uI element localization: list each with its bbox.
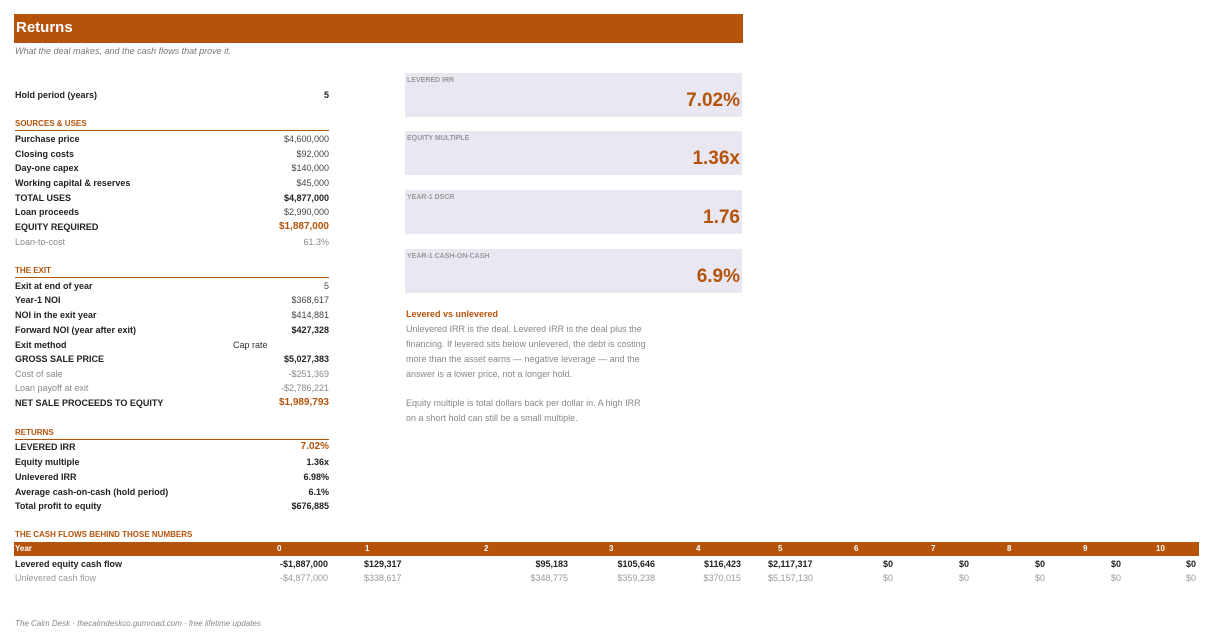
su-value[interactable]: $92,000 bbox=[296, 149, 329, 159]
returns-label: LEVERED IRR bbox=[15, 442, 76, 452]
su-row-day-one-capex bbox=[15, 161, 329, 175]
levered-cashflow-cell: $0 bbox=[1186, 559, 1197, 569]
kpi-label: EQUITY MULTIPLE bbox=[407, 135, 470, 142]
returns-value: 6.98% bbox=[303, 472, 329, 482]
exit-method-select[interactable]: Cap rate bbox=[233, 340, 268, 350]
su-label: Loan-to-cost bbox=[15, 237, 66, 247]
unlevered-cashflow-label: Unlevered cash flow bbox=[15, 573, 97, 583]
cashflows-year-bar bbox=[14, 542, 1199, 556]
levered-cashflow-cell: $0 bbox=[959, 559, 970, 569]
exit-value[interactable]: 5 bbox=[323, 281, 329, 291]
year-label: Year bbox=[15, 544, 32, 553]
su-label: TOTAL USES bbox=[15, 193, 72, 203]
kpi-label: LEVERED IRR bbox=[407, 77, 455, 84]
returns-label: Total profit to equity bbox=[15, 501, 102, 511]
unlevered-cashflow-cell: $0 bbox=[1186, 573, 1197, 583]
kpi-label: YEAR-1 CASH-ON-CASH bbox=[407, 253, 490, 260]
su-row-purchase-price bbox=[15, 132, 329, 146]
exit-row bbox=[15, 293, 329, 307]
notes-paragraph-1: Unlevered IRR is the deal. Levered IRR is the deal plus the financing. If levered sits below unlevered, the debt is costing more than the asset earns — negative leverage — and the answer is a lower price, not a longer hold. bbox=[406, 324, 646, 379]
unlevered-cashflow-cell: $0 bbox=[883, 573, 894, 583]
kpi-card-cash-on-cash bbox=[405, 249, 742, 293]
su-row-working-capital bbox=[15, 176, 329, 190]
levered-cashflow-cell: -$1,887,000 bbox=[279, 559, 328, 569]
levered-cashflow-cell: $105,646 bbox=[617, 559, 655, 569]
unlevered-cashflow-cell: $0 bbox=[1111, 573, 1122, 583]
su-value: $4,877,000 bbox=[283, 193, 329, 203]
page-title: Returns bbox=[16, 19, 73, 36]
year-header: 0 bbox=[277, 544, 282, 553]
su-value[interactable]: $2,990,000 bbox=[283, 207, 329, 217]
su-row-total-uses bbox=[15, 191, 329, 205]
exit-label: NOI in the exit year bbox=[15, 310, 97, 320]
returns-value: 7.02% bbox=[300, 441, 329, 452]
year-header: 5 bbox=[778, 544, 783, 553]
year-header: 1 bbox=[365, 544, 370, 553]
levered-cashflow-cell: $0 bbox=[883, 559, 894, 569]
su-label: EQUITY REQUIRED bbox=[15, 222, 99, 232]
exit-row bbox=[15, 323, 329, 337]
year-header: 8 bbox=[1007, 544, 1012, 553]
exit-row bbox=[15, 338, 329, 352]
returns-row bbox=[15, 470, 329, 484]
unlevered-cashflow-cell: $338,617 bbox=[364, 573, 402, 583]
hold-period-value[interactable]: 5 bbox=[323, 90, 329, 100]
su-row-loan-to-cost bbox=[15, 235, 329, 249]
year-header: 7 bbox=[931, 544, 936, 553]
su-label: Closing costs bbox=[15, 149, 75, 159]
returns-row bbox=[15, 485, 329, 499]
su-label: Day-one capex bbox=[15, 163, 79, 173]
su-row-closing-costs bbox=[15, 147, 329, 161]
su-value[interactable]: $140,000 bbox=[291, 163, 329, 173]
levered-cashflow-row bbox=[14, 557, 1199, 571]
unlevered-cashflow-cell: $5,157,130 bbox=[768, 573, 814, 583]
returns-row bbox=[15, 455, 329, 469]
exit-label: GROSS SALE PRICE bbox=[15, 354, 105, 364]
exit-value: $5,027,383 bbox=[283, 354, 329, 364]
su-label: Working capital & reserves bbox=[15, 178, 131, 188]
year-header: 3 bbox=[609, 544, 614, 553]
exit-label: NET SALE PROCEEDS TO EQUITY bbox=[15, 398, 164, 408]
returns-row bbox=[15, 440, 329, 454]
exit-value: $368,617 bbox=[291, 295, 329, 305]
exit-label: Loan payoff at exit bbox=[15, 383, 89, 393]
exit-row bbox=[15, 352, 329, 366]
exit-row bbox=[15, 381, 329, 395]
returns-value: 1.36x bbox=[306, 457, 329, 467]
cashflows-header: THE CASH FLOWS BEHIND THOSE NUMBERS bbox=[15, 530, 193, 539]
returns-value: 6.1% bbox=[308, 487, 329, 497]
su-label: Loan proceeds bbox=[15, 207, 80, 217]
levered-cashflow-cell: $95,183 bbox=[535, 559, 568, 569]
year-header: 9 bbox=[1083, 544, 1088, 553]
exit-label: Exit at end of year bbox=[15, 281, 93, 291]
unlevered-cashflow-cell: $0 bbox=[959, 573, 970, 583]
returns-label: Average cash-on-cash (hold period) bbox=[15, 487, 169, 497]
unlevered-cashflow-cell: $0 bbox=[1035, 573, 1046, 583]
hold-period-label: Hold period (years) bbox=[15, 90, 98, 100]
year-header: 4 bbox=[696, 544, 701, 553]
levered-cashflow-cell: $0 bbox=[1111, 559, 1122, 569]
su-row-loan-proceeds bbox=[15, 205, 329, 219]
levered-cashflow-label: Levered equity cash flow bbox=[15, 559, 123, 569]
exit-row bbox=[15, 367, 329, 381]
notes-paragraph-2: Equity multiple is total dollars back per dollar in. A high IRR on a short hold can still be a small multiple. bbox=[406, 398, 641, 423]
unlevered-cashflow-cell: $348,775 bbox=[530, 573, 568, 583]
kpi-value: 6.9% bbox=[696, 266, 740, 287]
unlevered-cashflow-cell: $370,015 bbox=[703, 573, 741, 583]
exit-header: THE EXIT bbox=[15, 265, 329, 278]
footer-credit: The Calm Desk · thecalmdeskco.gumroad.com · free lifetime updates bbox=[15, 619, 261, 628]
kpi-value: 7.02% bbox=[686, 90, 740, 111]
unlevered-cashflow-cell: -$4,877,000 bbox=[279, 573, 328, 583]
su-value: $1,887,000 bbox=[278, 221, 329, 232]
su-value[interactable]: $45,000 bbox=[296, 178, 329, 188]
kpi-card-dscr bbox=[405, 190, 742, 234]
exit-label: Forward NOI (year after exit) bbox=[15, 325, 137, 335]
returns-value: $676,885 bbox=[291, 501, 329, 511]
hold-period-row bbox=[15, 88, 329, 102]
notes-heading: Levered vs unlevered bbox=[406, 309, 499, 319]
year-header: 2 bbox=[484, 544, 489, 553]
sources-uses-header: SOURCES & USES bbox=[15, 118, 329, 131]
kpi-label: YEAR-1 DSCR bbox=[407, 194, 455, 201]
returns-header: RETURNS bbox=[15, 427, 329, 440]
levered-cashflow-cell: $2,117,317 bbox=[768, 559, 813, 569]
exit-value: -$251,369 bbox=[288, 369, 329, 379]
su-value[interactable]: $4,600,000 bbox=[283, 134, 329, 144]
exit-label: Cost of sale bbox=[15, 369, 63, 379]
returns-row bbox=[15, 499, 329, 513]
su-label: Purchase price bbox=[15, 134, 80, 144]
exit-label: Year-1 NOI bbox=[15, 295, 61, 305]
levered-cashflow-cell: $129,317 bbox=[364, 559, 402, 569]
exit-row bbox=[15, 308, 329, 322]
kpi-value: 1.76 bbox=[703, 207, 740, 228]
unlevered-cashflow-cell: $359,238 bbox=[617, 573, 655, 583]
exit-row bbox=[15, 396, 329, 410]
kpi-value: 1.36x bbox=[692, 148, 740, 169]
levered-cashflow-cell: $116,423 bbox=[703, 559, 741, 569]
kpi-card-equity-multiple bbox=[405, 131, 742, 175]
page-subtitle: What the deal makes, and the cash flows that prove it. bbox=[15, 46, 232, 56]
exit-row bbox=[15, 279, 329, 293]
title-bar bbox=[14, 14, 743, 43]
year-header: 10 bbox=[1156, 544, 1165, 553]
exit-label: Exit method bbox=[15, 340, 67, 350]
exit-value: $414,881 bbox=[291, 310, 329, 320]
returns-label: Equity multiple bbox=[15, 457, 80, 467]
levered-cashflow-cell: $0 bbox=[1035, 559, 1046, 569]
su-row-equity-required bbox=[15, 220, 329, 234]
kpi-card-levered-irr bbox=[405, 73, 742, 117]
exit-value: $1,989,793 bbox=[278, 397, 329, 408]
year-header: 6 bbox=[854, 544, 859, 553]
exit-value: -$2,786,221 bbox=[280, 383, 329, 393]
exit-value: $427,328 bbox=[291, 325, 329, 335]
returns-label: Unlevered IRR bbox=[15, 472, 77, 482]
unlevered-cashflow-row bbox=[14, 571, 1199, 585]
su-value: 61.3% bbox=[303, 237, 329, 247]
